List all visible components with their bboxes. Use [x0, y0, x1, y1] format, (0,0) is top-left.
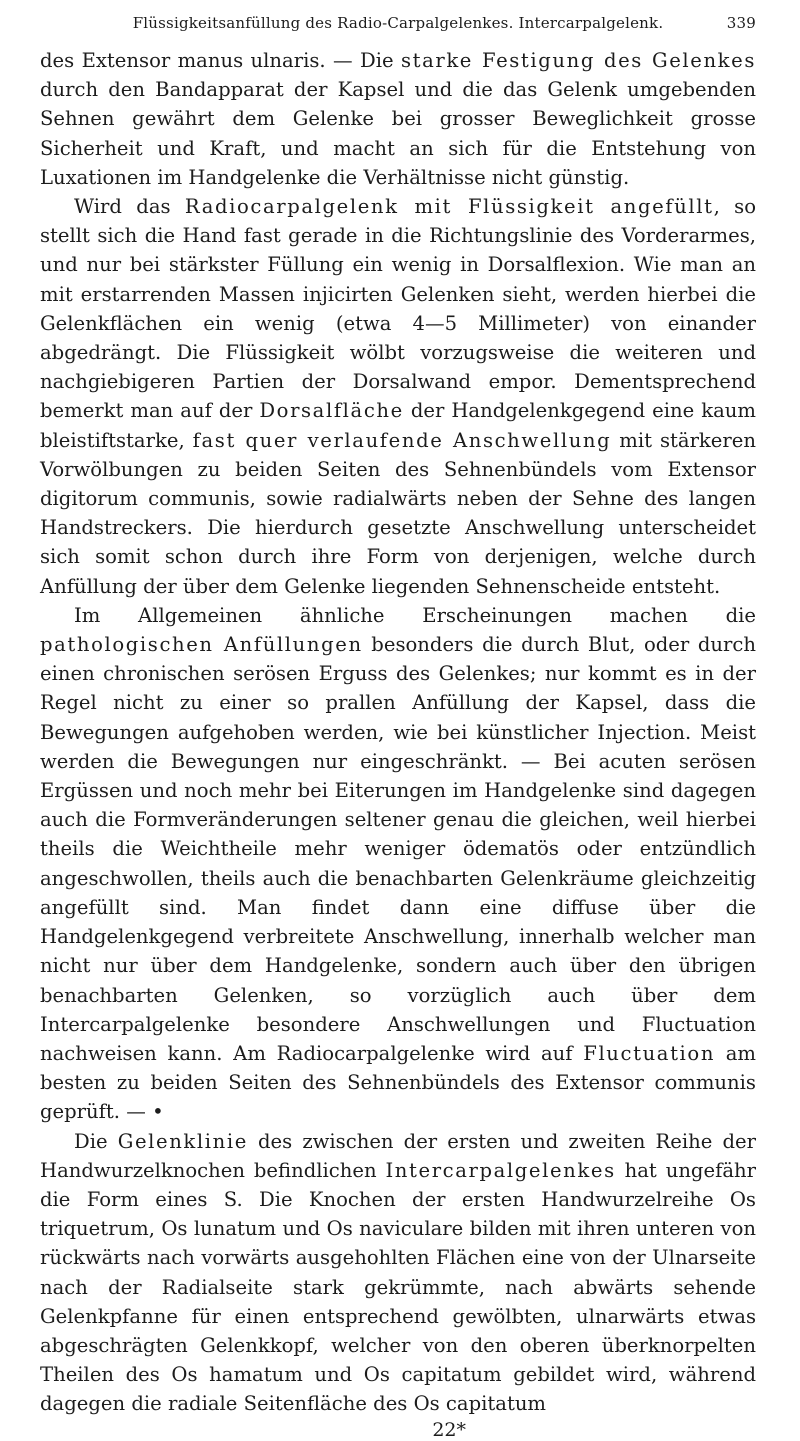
text-run: der Handgelenkgegend eine kaum bleistiftstarke, [40, 399, 757, 452]
paragraph [40, 192, 756, 601]
emphasized-text: pathologischen Anfüllungen [40, 633, 363, 657]
emphasized-text: Dorsalfläche [259, 399, 404, 423]
body-text [40, 46, 756, 1419]
text-run: , so stellt sich die Hand fast gerade in die Richtungslinie des Vorderarmes, und nur bei stärkster Füllung ein wenig in Dorsalflexion. Wie man an mit erstarrenden Massen injicirten Gelenken sieht, werden hierbei die Gelenkflächen ein wenig (etwa 4—5 Millimeter) von einander abgedrängt. Die Flüssigkeit wölbt vorzugsweise die weiteren und nachgiebigeren Partien der Dorsalwand empor. Dementsprechend bemerkt man auf der [40, 195, 756, 423]
text-run: Im Allgemeinen ähnliche Erscheinungen machen die [74, 603, 756, 627]
book-page [40, 10, 757, 1441]
emphasized-text: Fluctuation [583, 1041, 716, 1065]
emphasized-text: Intercarpalgelenkes [385, 1158, 616, 1182]
text-run: des Extensor manus ulnaris. — Die [40, 49, 401, 72]
emphasized-text: starke Festigung des Gelenkes [400, 49, 756, 72]
running-header [40, 10, 756, 40]
text-run: durch den Bandapparat der Kapsel und die das Gelenk umgebenden Sehnen gewährt dem Gelenke bei grosser Beweglichkeit grosse Sicherheit und Kraft, und macht an sich für die Entstehung von Luxationen im Handgelenke die Verhältnisse nicht günstig. [40, 78, 756, 189]
signature-mark: 22* [432, 1418, 466, 1441]
text-run: hat ungefähr die Form eines S. Die Knochen der ersten Handwurzelreihe Os triquetrum, Os lunatum und Os naviculare bilden mit ihren unteren von rückwärts nach vorwärts ausgehohlten Flächen eine von der Ulnarseite nach der Radialseite stark gekrümmte, nach abwärts sehende Gelenkpfanne für einen entsprechend gewölbten, ulnarwärts etwas abgeschrägten Gelenkkopf, welcher von den oberen überknorpelten Theilen des Os hamatum und Os capitatum gebildet wird, während dagegen die radiale Seitenfläche des Os capitatum [40, 1158, 756, 1416]
text-run: Die [74, 1129, 118, 1153]
text-run: am besten zu beiden Seiten des Sehnenbündels des Extensor communis geprüft. — • [40, 1041, 756, 1124]
paragraph [40, 601, 756, 1127]
emphasized-text: Radiocarpalgelenk mit Flüssigkeit angefüllt [184, 195, 714, 219]
text-run: besonders die durch Blut, oder durch einen chronischen serösen Erguss des Gelenkes; nur kommt es in der Regel nicht zu einer so prallen Anfüllung der Kapsel, dass die Bewegungen aufgehoben werden, wie bei künstlicher Injection. Meist werden die Bewegungen nur eingeschränkt. — Bei acuten serösen Ergüssen und noch mehr bei Eiterungen im Handgelenke sind dagegen auch die Formveränderungen seltener genau die gleichen, weil hierbei theils die Weichtheile mehr weniger ödematös oder entzündlich angeschwollen, theils auch die benachbarten Gelenkräume gleichzeitig angefüllt sind. Man findet dann eine diffuse über die Handgelenkgegend verbreitete Anschwellung, innerhalb welcher man nicht nur über dem Handgelenke, sondern auch über den übrigen benachbarten Gelenken, so vorzüglich auch über dem Intercarpalgelenke besondere Anschwellungen und Fluctuation nachweisen kann. Am Radiocarpalgelenke wird auf [40, 633, 757, 1065]
text-run: Wird das [74, 195, 185, 219]
emphasized-text: fast quer verlaufende Anschwellung [192, 428, 612, 452]
page-number: 339 [726, 14, 756, 32]
text-run: mit stärkeren Vorwölbungen zu beiden Seiten des Sehnenbündels vom Extensor digitorum communis, sowie radialwärts neben der Sehne des langen Handstreckers. Die hierdurch gesetzte Anschwellung unterscheidet sich somit schon durch ihre Form von derjenigen, welche durch Anfüllung der über dem Gelenke liegenden Sehnenscheide entsteht. [40, 428, 756, 598]
text-run: des zwischen der ersten und zweiten Reihe der Handwurzelknochen befindlichen [40, 1129, 756, 1182]
emphasized-text: Gelenklinie [117, 1129, 248, 1153]
paragraph [40, 46, 756, 192]
running-title: Flüssigkeitsanfüllung des Radio-Carpalgelenkes. Intercarpalgelenk. [132, 14, 664, 32]
paragraph [40, 1127, 756, 1419]
